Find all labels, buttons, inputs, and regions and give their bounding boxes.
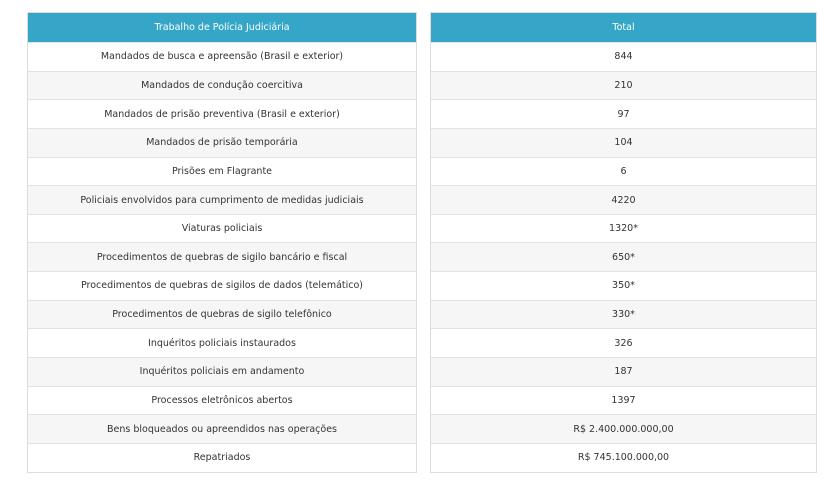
work-row: Mandados de condução coercitiva (28, 71, 416, 100)
total-column-header: Total (431, 13, 816, 42)
work-row: Procedimentos de quebras de sigilo bancário e fiscal (28, 242, 416, 271)
total-row: 1320* (431, 214, 816, 243)
total-table (430, 12, 817, 473)
work-row: Inquéritos policiais em andamento (28, 357, 416, 386)
total-row: 350* (431, 271, 816, 300)
total-row: 1397 (431, 386, 816, 415)
total-row: R$ 2.400.000.000,00 (431, 414, 816, 443)
total-row: 326 (431, 328, 816, 357)
work-row: Prisões em Flagrante (28, 157, 416, 186)
total-row: 97 (431, 99, 816, 128)
work-row: Procedimentos de quebras de sigilo telefônico (28, 300, 416, 329)
total-row: R$ 745.100.000,00 (431, 443, 816, 472)
total-row: 210 (431, 71, 816, 100)
work-row: Mandados de prisão temporária (28, 128, 416, 157)
work-row: Bens bloqueados ou apreendidos nas operações (28, 414, 416, 443)
work-row: Inquéritos policiais instaurados (28, 328, 416, 357)
work-row: Procedimentos de quebras de sigilos de dados (telemático) (28, 271, 416, 300)
work-row: Viaturas policiais (28, 214, 416, 243)
total-row: 4220 (431, 185, 816, 214)
work-row: Repatriados (28, 443, 416, 472)
work-row: Mandados de prisão preventiva (Brasil e exterior) (28, 99, 416, 128)
total-row: 187 (431, 357, 816, 386)
work-row: Mandados de busca e apreensão (Brasil e exterior) (28, 42, 416, 71)
work-table (27, 12, 417, 473)
total-row: 6 (431, 157, 816, 186)
total-row: 104 (431, 128, 816, 157)
work-column-header: Trabalho de Polícia Judiciária (28, 13, 416, 42)
work-row: Policiais envolvidos para cumprimento de medidas judiciais (28, 185, 416, 214)
total-row: 844 (431, 42, 816, 71)
work-row: Processos eletrônicos abertos (28, 386, 416, 415)
total-row: 330* (431, 300, 816, 329)
total-row: 650* (431, 242, 816, 271)
